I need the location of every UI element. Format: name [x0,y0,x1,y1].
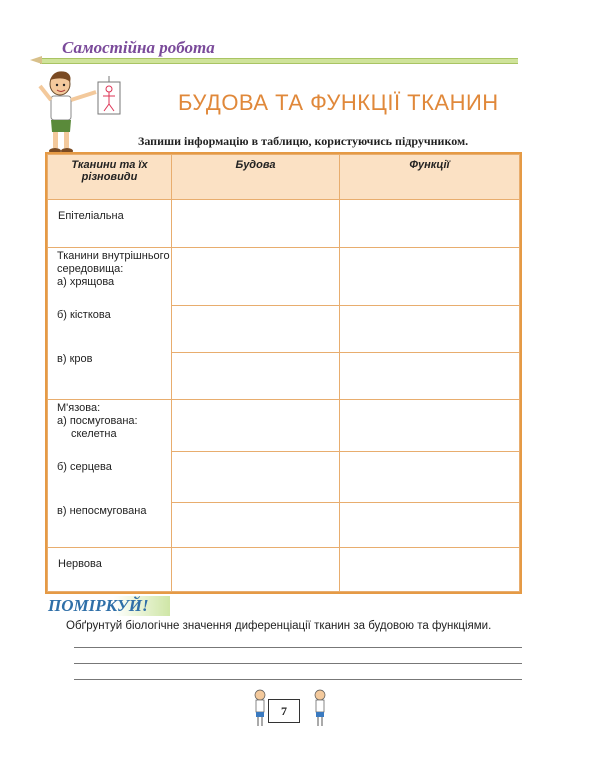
section-title: Самостійна робота [62,38,215,57]
boy-illustration [36,66,126,158]
cell-striated-functions[interactable] [340,400,520,452]
header-structure: Будова [172,155,340,200]
cell-smooth-functions[interactable] [340,503,520,548]
cell-cardiac-functions[interactable] [340,452,520,503]
page-title: БУДОВА ТА ФУНКЦІЇ ТКАНИН [178,90,499,115]
pencil-divider [40,58,518,64]
instruction-text: Запиши інформацію в таблицю, користуючись підручником. [138,134,469,148]
think-question: Обґрунтуй біологічне значення диференціації тканин за будовою та функціями. [66,620,492,632]
cell-bone-functions[interactable] [340,306,520,353]
cell-epithelial-structure[interactable] [172,200,340,248]
header-functions: Функції [340,155,520,200]
cell-cartilage-functions[interactable] [340,248,520,306]
think-title: ПОМІРКУЙ! [48,596,149,615]
answer-line[interactable] [74,679,522,680]
cell-blood-structure[interactable] [172,353,340,400]
row-label-internal: Тканини внутрішнього середовища: а) хрящова б) кісткова в) кров [48,248,172,400]
row-label-epithelial: Епітеліальна [48,200,172,248]
row-label-nervous: Нервова [48,548,172,592]
pencil-tip-icon [30,56,42,64]
cell-nervous-functions[interactable] [340,548,520,592]
tissue-table [45,152,522,594]
cell-nervous-structure[interactable] [172,548,340,592]
cell-blood-functions[interactable] [340,353,520,400]
header-tissues: Тканини та їх різновиди [48,155,172,200]
cell-smooth-structure[interactable] [172,503,340,548]
row-label-muscle: М'язова: а) посмугована: скелетна б) серцева в) непосмугована [48,400,172,548]
cell-cardiac-structure[interactable] [172,452,340,503]
answer-line[interactable] [74,663,522,664]
answer-line[interactable] [74,647,522,648]
cell-epithelial-functions[interactable] [340,200,520,248]
cell-bone-structure[interactable] [172,306,340,353]
page-number: 7 [268,699,300,723]
cell-striated-structure[interactable] [172,400,340,452]
cell-cartilage-structure[interactable] [172,248,340,306]
